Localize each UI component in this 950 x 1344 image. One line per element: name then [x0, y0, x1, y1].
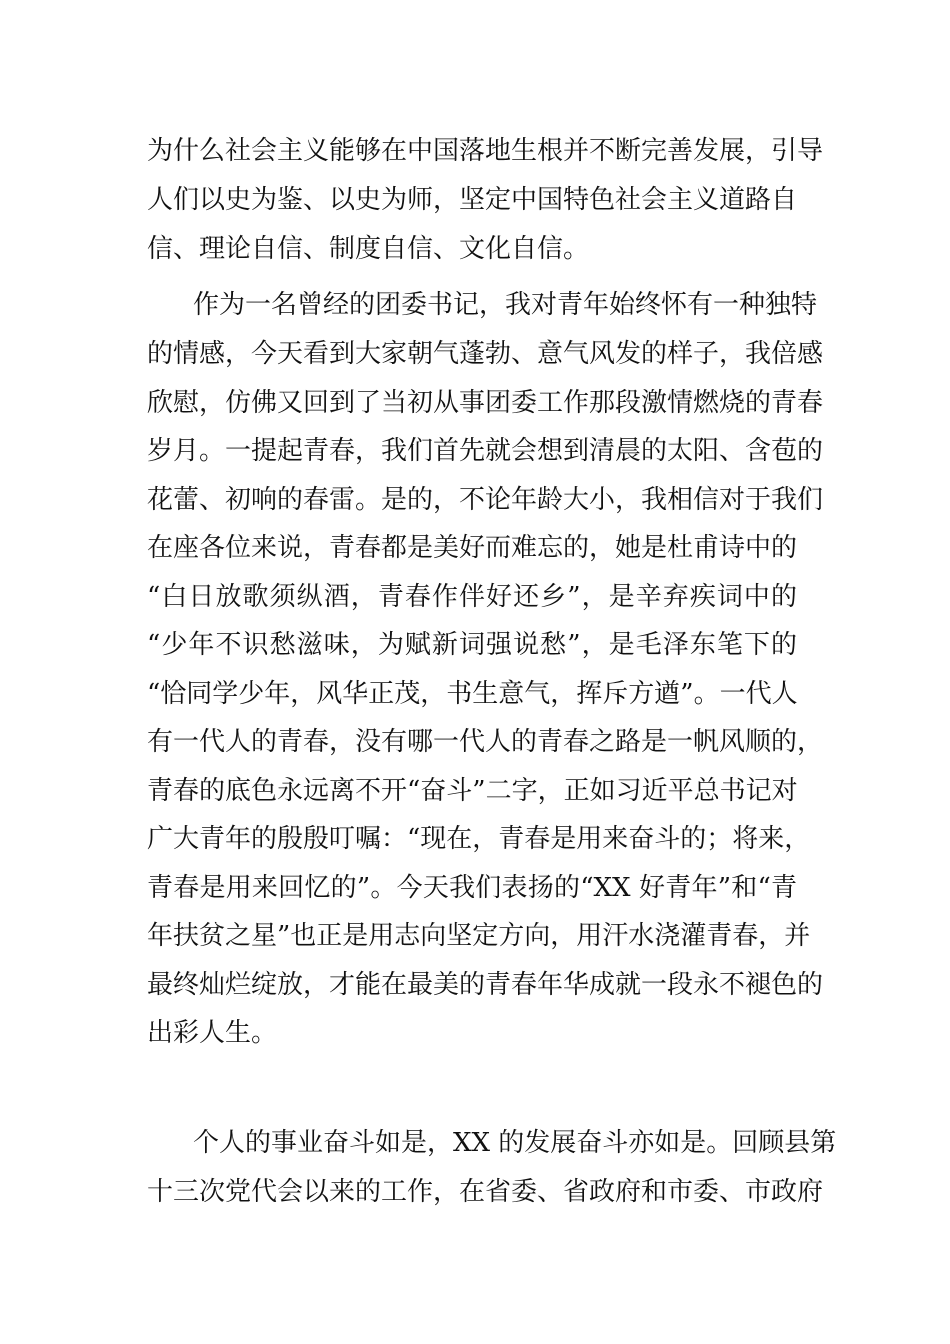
- paragraph-1-line-2: 人们以史为鉴、以史为师，坚定中国特色社会主义道路自: [147, 185, 798, 215]
- paragraph-2-line-4: 岁月。一提起青春，我们首先就会想到清晨的太阳、含苞的: [147, 436, 824, 466]
- paragraph-2-line-9: “恰同学少年，风华正茂，书生意气，挥斥方遒”。一代人: [147, 679, 798, 709]
- paragraph-3-line-2: 十三次党代会以来的工作，在省委、省政府和市委、市政府: [147, 1177, 824, 1207]
- paragraph-2-line-3: 欣慰，仿佛又回到了当初从事团委工作那段激情燃烧的青春: [147, 388, 824, 418]
- paragraph-2-line-12: 广大青年的殷殷叮嘱：“现在，青春是用来奋斗的；将来，: [147, 824, 811, 854]
- paragraph-2-line-2: 的情感，今天看到大家朝气蓬勃、意气风发的样子，我倍感: [147, 339, 824, 369]
- paragraph-2-line-13: 青春是用来回忆的”。今天我们表扬的“XX 好青年”和“青: [147, 873, 797, 903]
- paragraph-2-line-16: 出彩人生。: [147, 1018, 278, 1048]
- paragraph-2-line-11: 青春的底色永远离不开“奋斗”二字，正如习近平总书记对: [147, 776, 798, 806]
- paragraph-2-line-15: 最终灿烂绽放，才能在最美的青春年华成就一段永不褪色的: [147, 970, 824, 1000]
- paragraph-2-line-14: 年扶贫之星”也正是用志向坚定方向，用汗水浇灌青春，并: [147, 921, 811, 951]
- paragraph-2-line-1: 作为一名曾经的团委书记，我对青年始终怀有一种独特: [193, 290, 818, 320]
- paragraph-2-line-8: “少年不识愁滋味，为赋新词强说愁”，是毛泽东笔下的: [147, 630, 797, 660]
- paragraph-1-line-1: 为什么社会主义能够在中国落地生根并不断完善发展，引导: [147, 136, 824, 166]
- paragraph-2-line-6: 在座各位来说，青春都是美好而难忘的，她是杜甫诗中的: [147, 533, 798, 563]
- paragraph-2-line-7: “白日放歌须纵酒，青春作伴好还乡”，是辛弃疾词中的: [147, 582, 797, 612]
- paragraph-3-line-1: 个人的事业奋斗如是，XX 的发展奋斗亦如是。回顾县第: [193, 1128, 837, 1158]
- paragraph-1-line-3: 信、理论自信、制度自信、文化自信。: [147, 234, 590, 264]
- paragraph-2-line-5: 花蕾、初响的春雷。是的，不论年龄大小，我相信对于我们: [147, 485, 824, 515]
- paragraph-2-line-10: 有一代人的青春，没有哪一代人的青春之路是一帆风顺的，: [147, 727, 824, 757]
